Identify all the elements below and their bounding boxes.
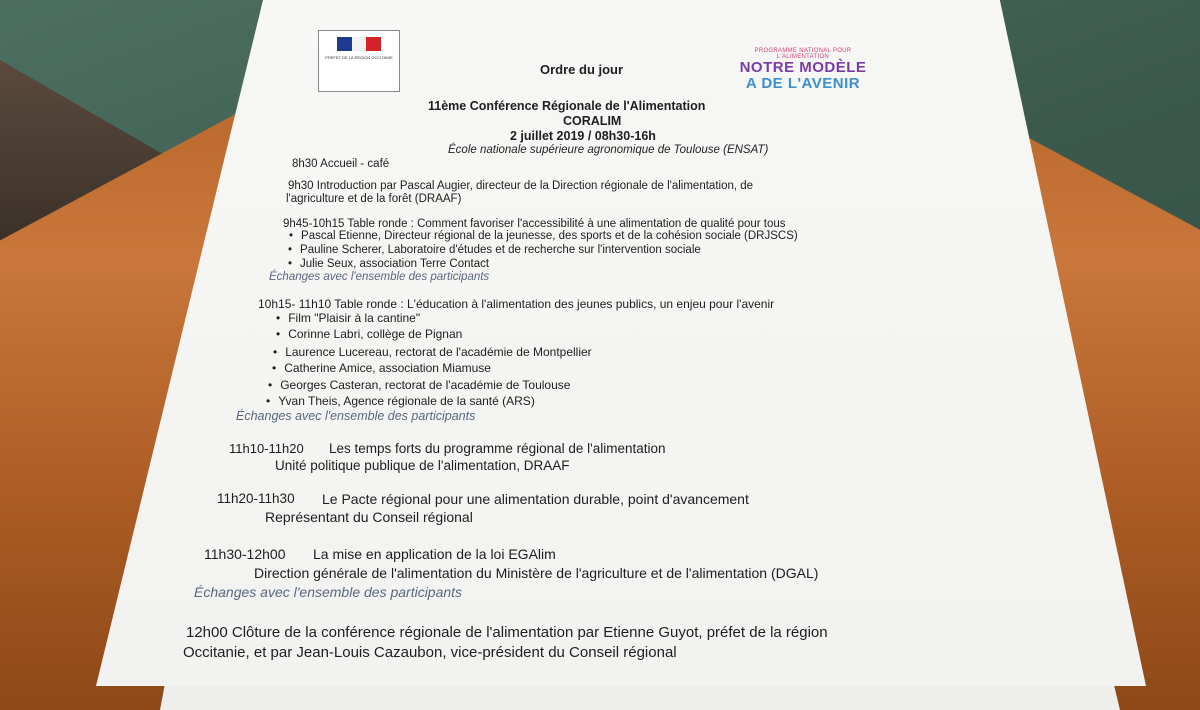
date-line: 2 juillet 2019 / 08h30-16h	[510, 129, 656, 143]
agenda-item-title: Les temps forts du programme régional de l'alimentation	[329, 441, 666, 456]
list-item: • Film "Plaisir à la cantine"	[276, 311, 420, 325]
list-item: • Pascal Etienne, Directeur régional de la jeunesse, des sports et de la cohésion sociale (DRJSCS)	[289, 230, 798, 242]
agenda-item-time: 11h10-11h20	[229, 441, 304, 456]
list-item: • Georges Casteran, rectorat de l'académie de Toulouse	[268, 378, 570, 392]
prefet-label: PRÉFET DE LA RÉGION OCCITANIE	[325, 55, 393, 60]
list-item: • Catherine Amice, association Miamuse	[272, 361, 491, 375]
conference-title: 11ème Conférence Régionale de l'Alimentation	[428, 99, 706, 113]
agenda-item-table-ronde-1: 9h45-10h15 Table ronde : Comment favoriser l'accessibilité à une alimentation de qualité pour tous	[283, 218, 786, 230]
closing-line-2: Occitanie, et par Jean-Louis Cazaubon, vice-président du Conseil régional	[183, 644, 677, 661]
closing-line-1: 12h00 Clôture de la conférence régionale de l'alimentation par Etienne Guyot, préfet de la région	[186, 624, 828, 641]
agenda-item-time: 11h20-11h30	[217, 491, 295, 506]
coralim-title: CORALIM	[563, 114, 622, 128]
agenda-item-accueil: 8h30 Accueil - café	[292, 158, 390, 170]
agenda-item-title: Le Pacte régional pour une alimentation durable, point d'avancement	[322, 491, 749, 507]
list-item: • Julie Seux, association Terre Contact	[288, 258, 489, 270]
exchanges-note: Échanges avec l'ensemble des participants	[269, 271, 490, 283]
agenda-item-table-ronde-2: 10h15- 11h10 Table ronde : L'éducation à l'alimentation des jeunes publics, un enjeu pour l'avenir	[258, 297, 775, 311]
program-logo: PROGRAMME NATIONAL POUR L'ALIMENTATION NOTRE MODÈLE A DE L'AVENIR	[739, 48, 867, 92]
agenda-item-speaker: Unité politique publique de l'alimentation, DRAAF	[275, 458, 570, 473]
agenda-item-introduction: 9h30 Introduction par Pascal Augier, directeur de la Direction régionale de l'alimentation, de	[288, 180, 754, 192]
list-item: • Laurence Lucereau, rectorat de l'académie de Montpellier	[273, 345, 592, 359]
list-item: • Yvan Theis, Agence régionale de la santé (ARS)	[266, 394, 535, 408]
prefecture-logo	[318, 30, 400, 92]
exchanges-note: Échanges avec l'ensemble des participants	[194, 584, 463, 600]
list-item: • Corinne Labri, collège de Pignan	[276, 327, 462, 341]
agenda-item-title: La mise en application de la loi EGAlim	[313, 546, 556, 562]
agenda-item-introduction-cont: l'agriculture et de la forêt (DRAAF)	[286, 193, 462, 205]
agenda-item-speaker: Représentant du Conseil régional	[265, 509, 473, 525]
marianne-flag-icon	[337, 37, 381, 51]
list-item: • Pauline Scherer, Laboratoire d'études et de recherche sur l'intervention sociale	[288, 244, 701, 256]
ordre-du-jour-title: Ordre du jour	[540, 62, 624, 77]
agenda-item-time: 11h30-12h00	[204, 546, 286, 562]
exchanges-note: Échanges avec l'ensemble des participants	[236, 409, 476, 423]
venue-line: École nationale supérieure agronomique de Toulouse (ENSAT)	[448, 144, 769, 156]
agenda-item-speaker: Direction générale de l'alimentation du Ministère de l'agriculture et de l'alimentation (DGAL)	[254, 565, 819, 581]
